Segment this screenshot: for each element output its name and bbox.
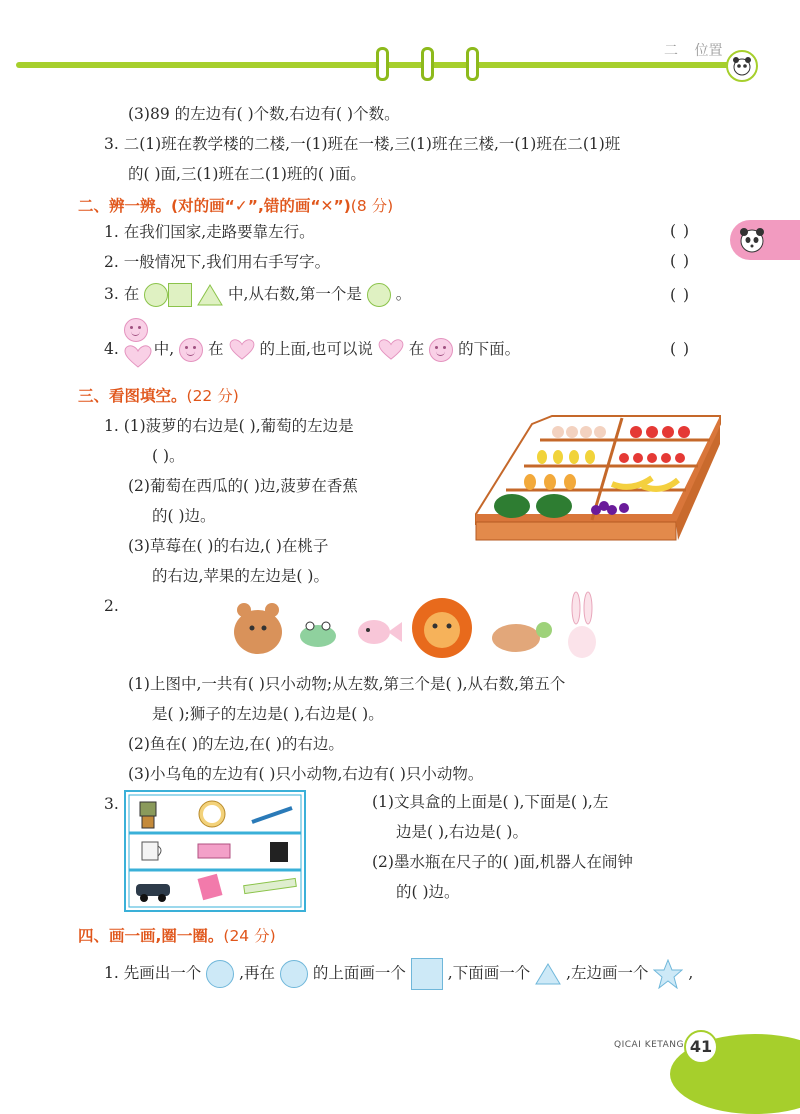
alarm-clock-icon bbox=[199, 801, 225, 827]
s3-q2-label: 2. bbox=[104, 597, 119, 615]
s3-q3-label: 3. bbox=[104, 795, 119, 813]
s1-item-3: (3)89 的左边有( )个数,右边有( )个数。 bbox=[128, 105, 400, 123]
circle-icon bbox=[367, 283, 391, 307]
panda-badge-icon bbox=[726, 50, 758, 82]
answer-bracket[interactable]: ( ) bbox=[670, 340, 691, 358]
s3-q1-1b: ( )。 bbox=[152, 447, 185, 465]
section4-title: 四、画一画,圈一圈。(24 分) bbox=[78, 927, 276, 945]
smiley-icon bbox=[179, 338, 203, 362]
circle-icon bbox=[280, 960, 308, 988]
circle-icon bbox=[144, 283, 168, 307]
heart-icon bbox=[378, 339, 404, 361]
rabbit-icon bbox=[568, 592, 596, 658]
lion-icon bbox=[412, 598, 472, 658]
header-bar bbox=[16, 62, 732, 68]
binder-ring bbox=[421, 47, 434, 81]
chapter-title: 位置 bbox=[694, 43, 723, 59]
page-number: 41 bbox=[684, 1030, 718, 1064]
s2-q4: 4. 中, 在 的上面,也可以说 在 的下面。 bbox=[104, 338, 520, 362]
circle-icon bbox=[206, 960, 234, 988]
animals-illustration bbox=[226, 590, 606, 662]
s3-q2-1b: 是( );狮子的左边是( ),右边是( )。 bbox=[152, 705, 384, 723]
bear-icon bbox=[234, 603, 282, 654]
star-icon bbox=[653, 959, 683, 989]
s4-q1: 1. 先画出一个 ,再在 的上面画一个 ,下面画一个 ,左边画一个 , bbox=[104, 958, 693, 990]
s1-q3-line1: 3. 二(1)班在教学楼的二楼,一(1)班在一楼,三(1)班在三楼,一(1)班在二(1)班 bbox=[104, 135, 621, 153]
answer-bracket[interactable]: ( ) bbox=[670, 252, 691, 270]
chapter-number: 二 bbox=[664, 43, 678, 59]
triangle-icon bbox=[535, 963, 561, 985]
s2-q1: 1. 在我们国家,走路要靠左行。 bbox=[104, 223, 315, 241]
s3-q1-3b: 的右边,苹果的左边是( )。 bbox=[152, 567, 329, 585]
s3-q2-1a: (1)上图中,一共有( )只小动物;从左数,第三个是( ),从右数,第五个 bbox=[128, 675, 566, 693]
s3-q3-2a: (2)墨水瓶在尺子的( )面,机器人在闹钟 bbox=[372, 853, 633, 871]
s1-q3-line2: 的( )面,三(1)班在二(1)班的( )面。 bbox=[128, 165, 366, 183]
ink-bottle-icon bbox=[270, 842, 288, 862]
answer-bracket[interactable]: ( ) bbox=[670, 286, 691, 304]
smiley-icon bbox=[429, 338, 453, 362]
side-tab bbox=[730, 220, 800, 260]
pencil-case-icon bbox=[198, 844, 230, 858]
triangle-icon bbox=[197, 284, 223, 306]
binder-ring bbox=[376, 47, 389, 81]
fish-icon bbox=[358, 620, 402, 644]
panda-icon bbox=[735, 223, 769, 257]
square-icon bbox=[168, 283, 192, 307]
frog-icon bbox=[300, 622, 336, 647]
s3-q1-2b: 的( )边。 bbox=[152, 507, 216, 525]
cup-icon bbox=[142, 842, 161, 860]
heart-icon bbox=[229, 339, 255, 361]
section2-title: 二、辨一辨。(对的画“✓”,错的画“✕”)(8 分) bbox=[78, 197, 394, 215]
robot-icon bbox=[140, 802, 156, 828]
section3-title: 三、看图填空。(22 分) bbox=[78, 387, 239, 405]
s3-q1-2a: (2)葡萄在西瓜的( )边,菠萝在香蕉 bbox=[128, 477, 358, 495]
cabinet-illustration bbox=[124, 790, 306, 912]
s2-q3: 3. 在 中,从右数,第一个是 。 bbox=[104, 283, 411, 307]
s3-q3-1b: 边是( ),右边是( )。 bbox=[396, 823, 528, 841]
answer-bracket[interactable]: ( ) bbox=[670, 222, 691, 240]
s3-q1-1a: 1. (1)菠萝的右边是( ),葡萄的左边是 bbox=[104, 417, 354, 435]
s3-q3-2b: 的( )边。 bbox=[396, 883, 460, 901]
s3-q2-3: (3)小乌龟的左边有( )只小动物,右边有( )只小动物。 bbox=[128, 765, 484, 783]
s2-q2: 2. 一般情况下,我们用右手写字。 bbox=[104, 253, 331, 271]
s3-q1-3a: (3)草莓在( )的右边,( )在桃子 bbox=[128, 537, 329, 555]
s3-q3-1a: (1)文具盒的上面是( ),下面是( ),左 bbox=[372, 793, 609, 811]
turtle-icon bbox=[492, 622, 552, 652]
chapter-header bbox=[664, 40, 722, 60]
fruit-shelf-illustration bbox=[472, 414, 724, 542]
binder-ring bbox=[466, 47, 479, 81]
pineapple-icon bbox=[524, 474, 576, 490]
s3-q2-2: (2)鱼在( )的左边,在( )的右边。 bbox=[128, 735, 344, 753]
square-icon bbox=[411, 958, 443, 990]
footer-brand: QICAI KETANG bbox=[614, 1040, 684, 1050]
